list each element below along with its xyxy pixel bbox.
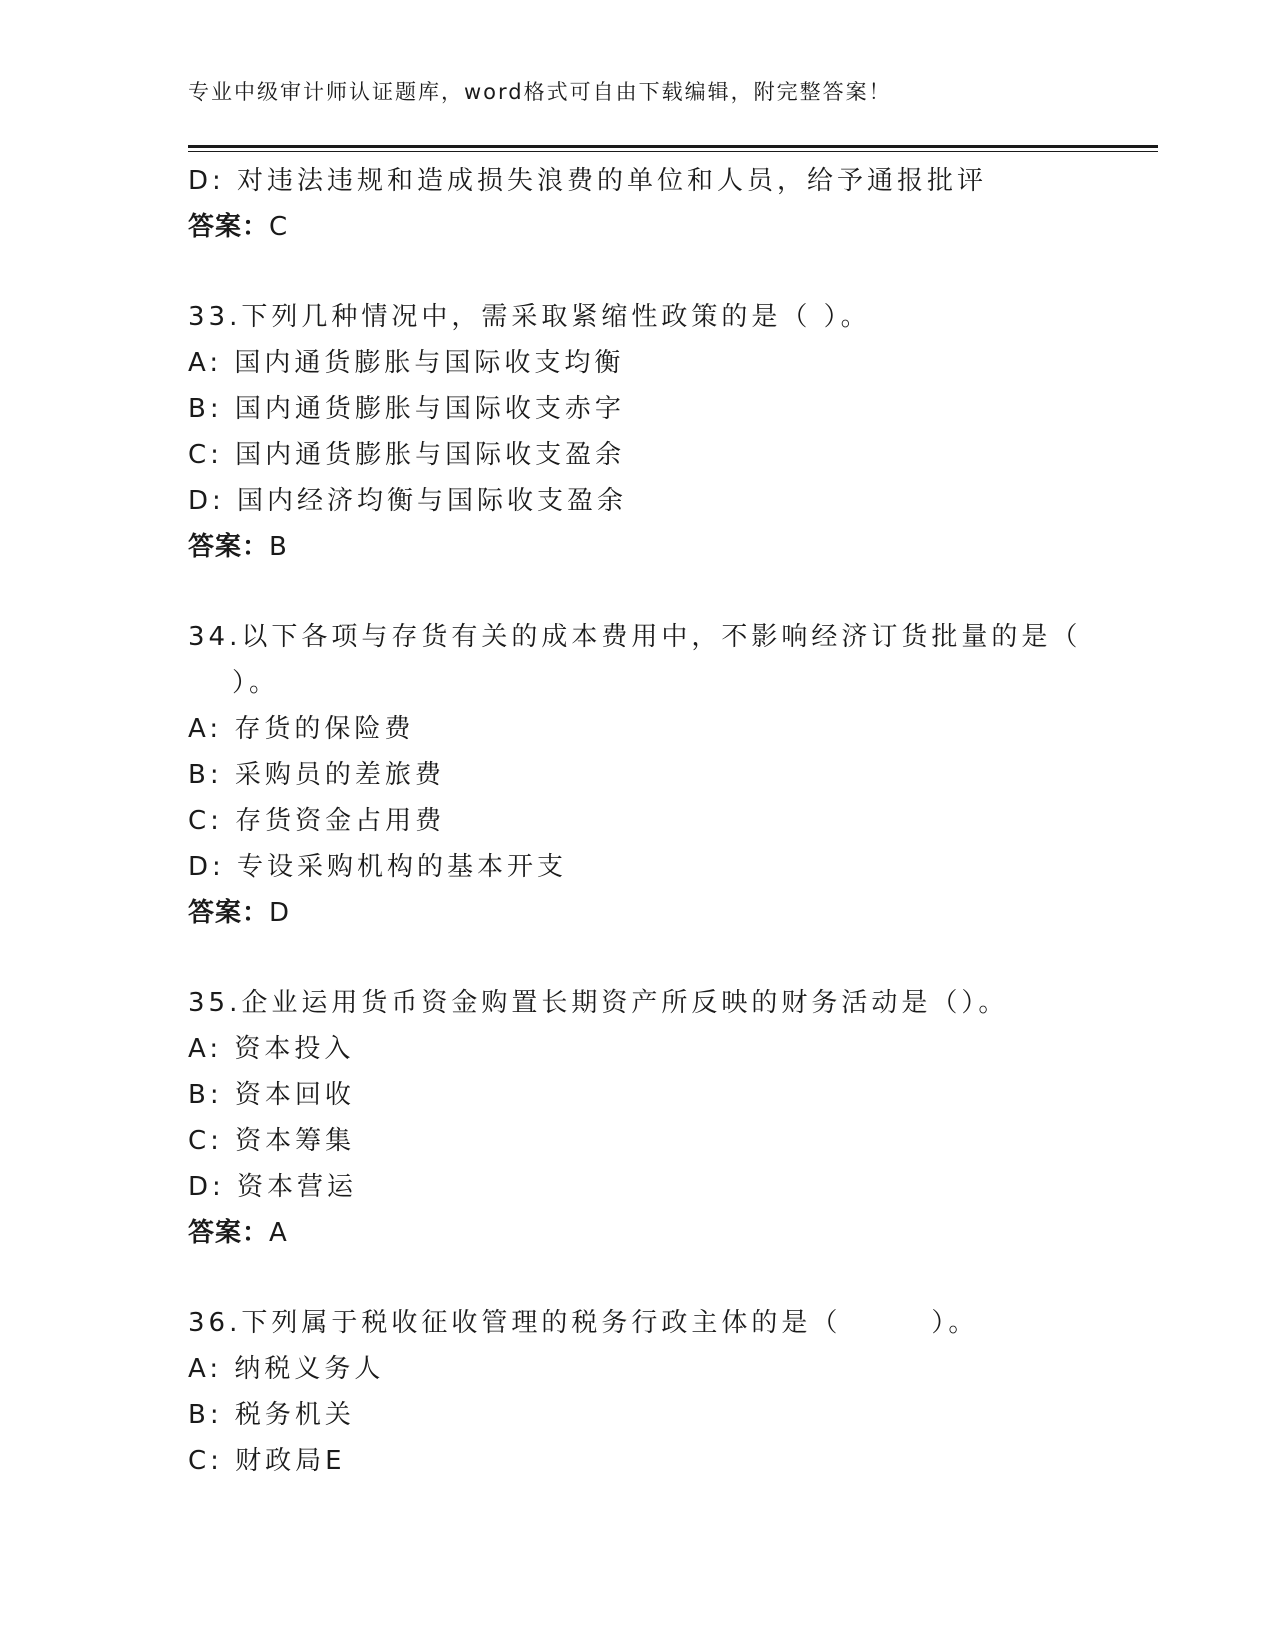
header-rule-thin (188, 151, 1158, 152)
question-stem-continuation: ）。 (232, 668, 280, 698)
spacer (188, 936, 1068, 980)
answer-label: 答案： (188, 212, 270, 242)
answer-label: 答案： (188, 1218, 270, 1248)
option-d: D: 对违法违规和造成损失浪费的单位和人员，给予通报批评 (188, 166, 988, 196)
option-c: C: 存货资金占用费 (188, 806, 446, 836)
option-a: A: 存货的保险费 (188, 714, 415, 744)
answer-value: D (269, 898, 291, 928)
option-d: D: 专设采购机构的基本开支 (188, 852, 568, 882)
option-b: B: 国内通货膨胀与国际收支赤字 (188, 394, 625, 424)
option-c: C: 国内通货膨胀与国际收支盈余 (188, 440, 626, 470)
option-a: A: 国内通货膨胀与国际收支均衡 (188, 348, 625, 378)
answer-line (188, 524, 1068, 570)
answer-line (188, 1210, 1068, 1256)
answer-line (188, 890, 1068, 936)
option-b: B: 采购员的差旅费 (188, 760, 445, 790)
question-stem: 33.下列几种情况中，需采取紧缩性政策的是（ ）。 (188, 302, 871, 332)
answer-label: 答案： (188, 532, 270, 562)
answer-value: C (269, 212, 289, 242)
option-a: A: 资本投入 (188, 1034, 355, 1064)
answer-value: A (269, 1218, 288, 1248)
option-c: C: 资本筹集 (188, 1126, 356, 1156)
question-stem: 36.下列属于税收征收管理的税务行政主体的是（ ）。 (188, 1308, 979, 1338)
option-d: D: 资本营运 (188, 1172, 358, 1202)
page-header: 专业中级审计师认证题库，word格式可自由下载编辑，附完整答案！ (188, 80, 892, 104)
option-b: B: 资本回收 (188, 1080, 355, 1110)
question-stem: 35.企业运用货币资金购置长期资产所反映的财务活动是（）。 (188, 988, 1009, 1018)
header-rule-thick (188, 145, 1158, 148)
spacer (188, 1256, 1068, 1300)
option-a: A: 纳税义务人 (188, 1354, 385, 1384)
answer-line (188, 204, 1068, 250)
option-b: B: 税务机关 (188, 1400, 355, 1430)
option-d: D: 国内经济均衡与国际收支盈余 (188, 486, 628, 516)
option-c: C: 财政局E (188, 1446, 346, 1476)
answer-value: B (269, 532, 288, 562)
answer-label: 答案： (188, 898, 270, 928)
question-stem: 34.以下各项与存货有关的成本费用中，不影响经济订货批量的是（ (188, 622, 1082, 652)
question-content (188, 158, 1082, 1484)
spacer (188, 250, 1068, 294)
spacer (188, 570, 1068, 614)
